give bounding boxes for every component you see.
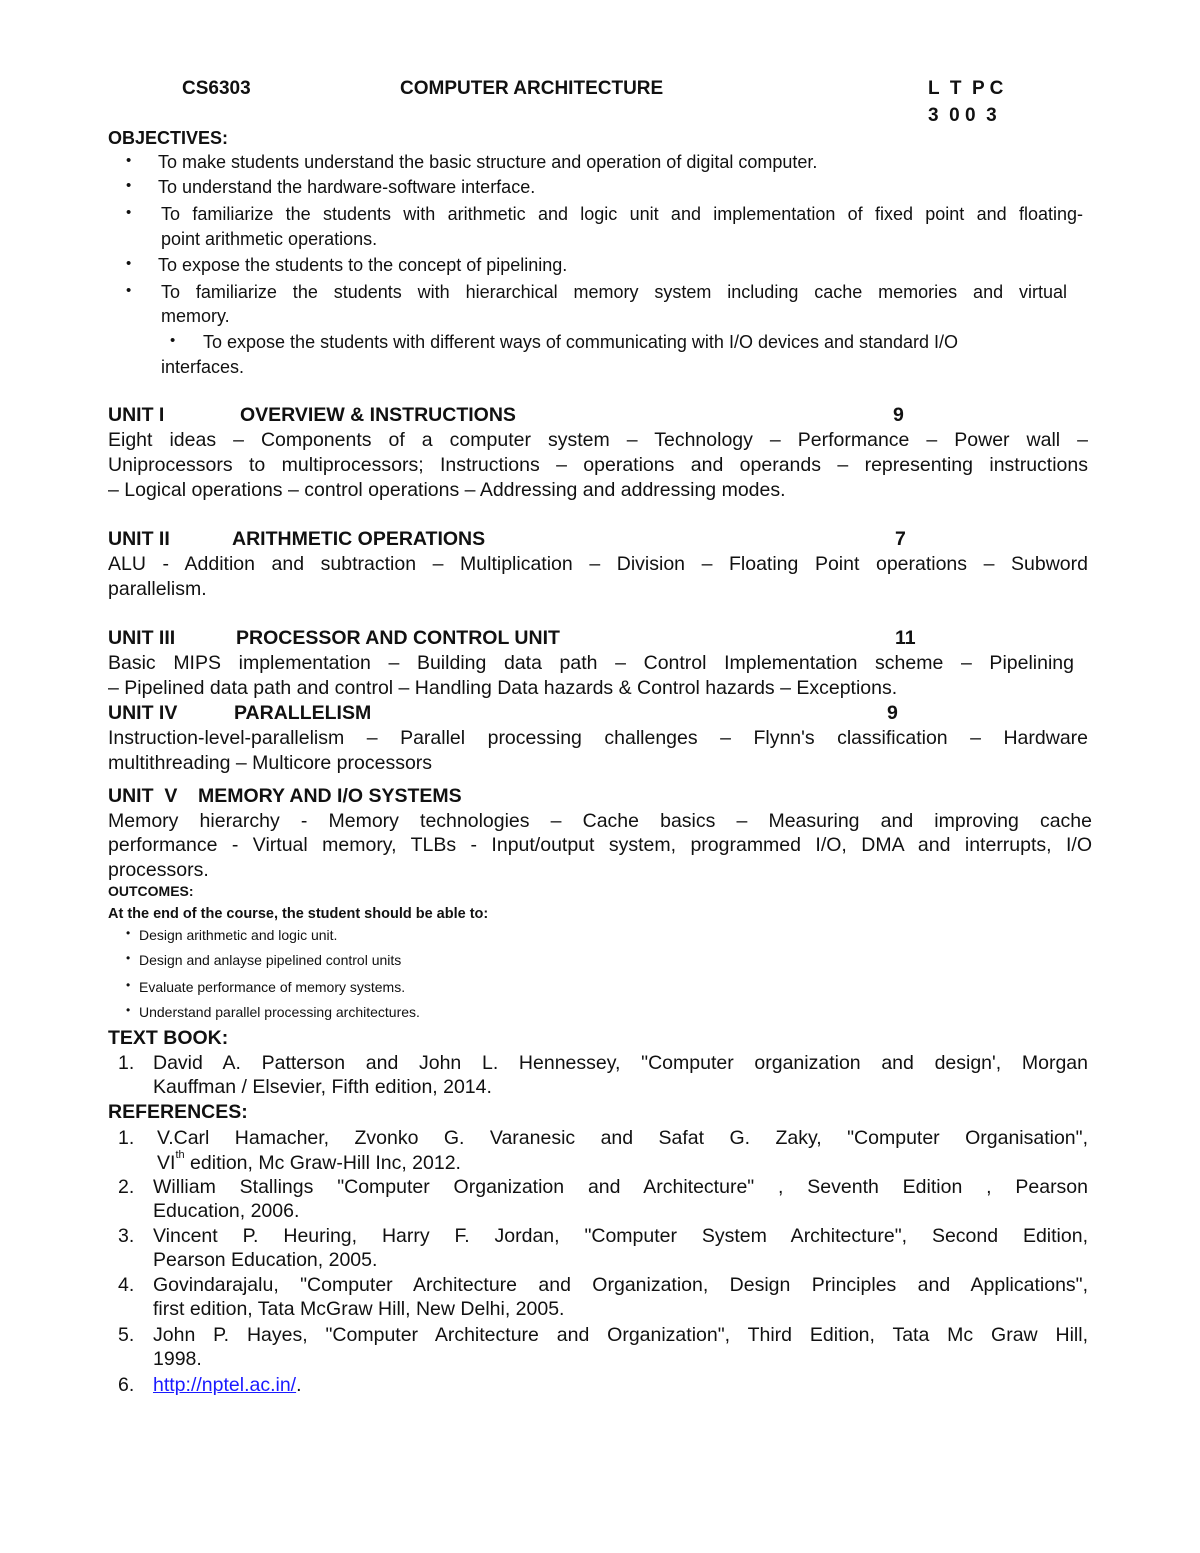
outcome-item: Design arithmetic and logic unit. [139,927,338,943]
unit-content-line: performance - Virtual memory, TLBs - Input/output system, programmed I/O, DMA and interrupts, I/O [108,834,1092,856]
reference-line: Pearson Education, 2005. [153,1249,378,1271]
objective-item: To understand the hardware-software interface. [158,177,536,197]
unit-label: UNIT IV [108,702,178,724]
unit-label: UNIT V [108,785,178,807]
reference-line [157,1148,461,1175]
bullet-icon: • [126,204,132,221]
unit-content-line: processors. [108,859,209,881]
unit-title: PARALLELISM [234,702,372,724]
reference-line: 1998. [153,1348,202,1370]
nptel-link[interactable]: http://nptel.ac.in/ [153,1374,297,1396]
reference-line: William Stallings "Computer Organization and Architecture" , Seventh Edition , Pearson [153,1176,1088,1198]
textbook-heading: TEXT BOOK: [108,1027,229,1049]
objective-item-continuation: memory. [161,306,230,326]
reference-line: John P. Hayes, "Computer Architecture and Organization", Third Edition, Tata Mc Graw Hill, [153,1324,1088,1346]
unit-content-line: multithreading – Multicore processors [108,752,433,774]
reference-edition-prefix: VI [157,1152,176,1174]
bullet-icon: • [126,978,131,992]
reference-number: 2. [118,1176,135,1198]
unit-content-line: Memory hierarchy - Memory technologies – Cache basics – Measuring and improving cache [108,810,1092,832]
unit-title: PROCESSOR AND CONTROL UNIT [236,627,560,649]
outcome-item: Understand parallel processing architectures. [139,1004,420,1020]
reference-edition-superscript: th [175,1148,185,1161]
reference-number: 5. [118,1324,135,1346]
bullet-icon: • [126,1003,131,1017]
bullet-icon: • [170,332,176,349]
unit-content-line: Uniprocessors to multiprocessors; Instructions – operations and operands – representing instructions [108,454,1088,476]
bullet-icon: • [126,152,132,169]
objective-item: To expose the students with different ways of communicating with I/O devices and standard I/O [203,332,959,352]
ltpc-label: L T P C [928,78,1004,99]
reference-line: V.Carl Hamacher, Zvonko G. Varanesic and Safat G. Zaky, "Computer Organisation", [157,1127,1088,1149]
unit-title: ARITHMETIC OPERATIONS [232,528,486,550]
reference-edition-suffix: edition, Mc Graw-Hill Inc, 2012. [184,1152,461,1174]
unit-content-line: parallelism. [108,578,207,600]
reference-number: 1. [118,1127,135,1149]
textbook-number: 1. [118,1052,135,1074]
objective-item: To expose the students to the concept of pipelining. [158,255,568,275]
unit-label: UNIT I [108,404,165,426]
unit-hours: 11 [895,627,916,649]
unit-content-line: – Pipelined data path and control – Handling Data hazards & Control hazards – Exceptions. [108,677,898,699]
outcomes-intro: At the end of the course, the student should be able to: [108,906,489,922]
bullet-icon: • [126,177,132,194]
textbook-line: David A. Patterson and John L. Hennessey, "Computer organization and design', Morgan [153,1052,1088,1074]
unit-title: MEMORY AND I/O SYSTEMS [198,785,462,807]
reference-line: Education, 2006. [153,1200,300,1222]
reference-link-suffix: . [296,1374,302,1396]
ltpc-value: 3 0 0 3 [928,105,997,126]
outcomes-heading: OUTCOMES: [108,883,194,899]
bullet-icon: • [126,951,131,965]
unit-content-line: Instruction-level-parallelism – Parallel processing challenges – Flynn's classification – Hardware [108,727,1088,749]
bullet-icon: • [126,255,132,272]
objectives-heading: OBJECTIVES: [108,128,229,148]
textbook-line: Kauffman / Elsevier, Fifth edition, 2014. [153,1076,492,1098]
bullet-icon: • [126,282,132,299]
unit-label: UNIT II [108,528,170,550]
reference-line [153,1374,302,1397]
references-heading: REFERENCES: [108,1101,248,1123]
unit-hours: 7 [895,528,906,550]
outcome-item: Design and anlayse pipelined control units [139,952,402,968]
unit-content-line: Eight ideas – Components of a computer system – Technology – Performance – Power wall – [108,429,1088,451]
unit-content-line: ALU - Addition and subtraction – Multiplication – Division – Floating Point operations – Subword [108,553,1088,575]
unit-title: OVERVIEW & INSTRUCTIONS [240,404,516,426]
unit-content-line: – Logical operations – control operations – Addressing and addressing modes. [108,479,786,501]
reference-line: first edition, Tata McGraw Hill, New Delhi, 2005. [153,1298,565,1320]
objective-item-continuation: interfaces. [161,357,245,377]
objective-item: To familiarize the students with hierarchical memory system including cache memories and virtual [161,282,1067,302]
unit-content-line: Basic MIPS implementation – Building data path – Control Implementation scheme – Pipelining [108,652,1074,674]
reference-line: Govindarajalu, "Computer Architecture and Organization, Design Principles and Applications", [153,1274,1088,1296]
bullet-icon: • [126,926,131,940]
reference-number: 6. [118,1374,135,1396]
unit-label: UNIT III [108,627,176,649]
objective-item: To make students understand the basic structure and operation of digital computer. [158,152,818,172]
reference-number: 3. [118,1225,135,1247]
outcome-item: Evaluate performance of memory systems. [139,979,406,995]
course-title: COMPUTER ARCHITECTURE [400,78,664,99]
course-code: CS6303 [182,78,251,99]
objective-item: To familiarize the students with arithmetic and logic unit and implementation of fixed point and floating- [161,204,1083,224]
reference-line: Vincent P. Heuring, Harry F. Jordan, "Computer System Architecture", Second Edition, [153,1225,1088,1247]
unit-hours: 9 [887,702,898,724]
reference-number: 4. [118,1274,135,1296]
objective-item-continuation: point arithmetic operations. [161,229,378,249]
unit-hours: 9 [893,404,904,426]
